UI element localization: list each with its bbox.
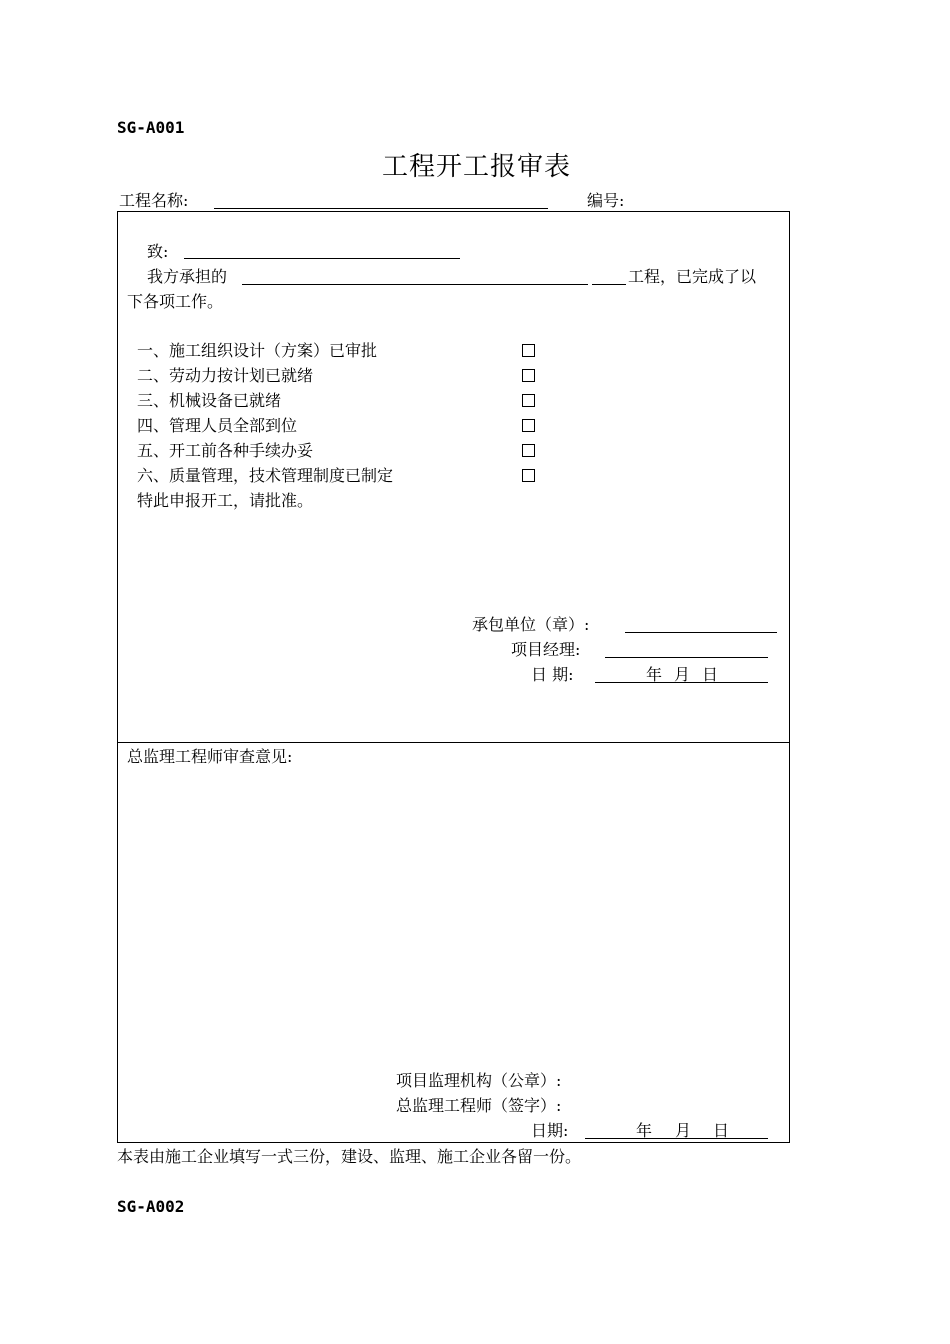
request-text: 特此申报开工，请批准。 xyxy=(137,491,314,510)
page-title: 工程开工报审表 xyxy=(382,152,572,182)
section-divider xyxy=(117,742,789,743)
checkbox-3[interactable] xyxy=(522,394,535,407)
checkbox-2[interactable] xyxy=(522,369,535,382)
checklist-item-6: 六、质量管理，技术管理制度已制定 xyxy=(137,466,394,485)
undertaken-suffix: 工程，已完成了以 xyxy=(628,267,757,286)
supervision-org-label: 项目监理机构（公章）: xyxy=(396,1071,562,1090)
form-code-bottom: SG-A002 xyxy=(117,1197,185,1216)
undertaken-project-field[interactable] xyxy=(242,284,588,285)
checkbox-1[interactable] xyxy=(522,344,535,357)
checklist-item-5: 五、开工前各种手续办妥 xyxy=(137,441,314,460)
undertaken-project-field-tail xyxy=(592,284,626,285)
project-name-label: 工程名称: xyxy=(119,191,189,210)
number-label: 编号: xyxy=(587,191,625,210)
to-field[interactable] xyxy=(184,258,460,259)
checklist-item-4: 四、管理人员全部到位 xyxy=(137,416,298,435)
checklist-item-1: 一、施工组织设计（方案）已审批 xyxy=(137,341,378,360)
form-code-top: SG-A001 xyxy=(117,118,185,137)
date-day-2: 日 xyxy=(713,1121,730,1140)
contractor-field[interactable] xyxy=(625,632,777,633)
date-label-2: 日期: xyxy=(531,1121,569,1140)
chief-engineer-label: 总监理工程师（签字）: xyxy=(396,1096,562,1115)
date-month-1: 月 xyxy=(674,665,691,684)
date-day-1: 日 xyxy=(702,665,719,684)
checkbox-4[interactable] xyxy=(522,419,535,432)
manager-field[interactable] xyxy=(605,657,768,658)
date-month-2: 月 xyxy=(675,1121,692,1140)
project-name-field[interactable] xyxy=(214,208,548,209)
to-label: 致: xyxy=(147,242,169,261)
opinion-label: 总监理工程师审查意见: xyxy=(127,747,293,766)
checkbox-5[interactable] xyxy=(522,444,535,457)
contractor-label: 承包单位（章）: xyxy=(472,615,590,634)
checklist-item-3: 三、机械设备已就绪 xyxy=(137,391,282,410)
manager-label: 项目经理: xyxy=(511,640,581,659)
footnote: 本表由施工企业填写一式三份，建设、监理、施工企业各留一份。 xyxy=(117,1147,582,1166)
date-year-1: 年 xyxy=(646,665,663,684)
checklist-item-2: 二、劳动力按计划已就绪 xyxy=(137,366,314,385)
date-year-2: 年 xyxy=(636,1121,653,1140)
date-label-1: 日 期: xyxy=(531,665,574,684)
undertaken-prefix: 我方承担的 xyxy=(147,267,228,286)
checkbox-6[interactable] xyxy=(522,469,535,482)
work-intro: 下各项工作。 xyxy=(127,292,224,311)
